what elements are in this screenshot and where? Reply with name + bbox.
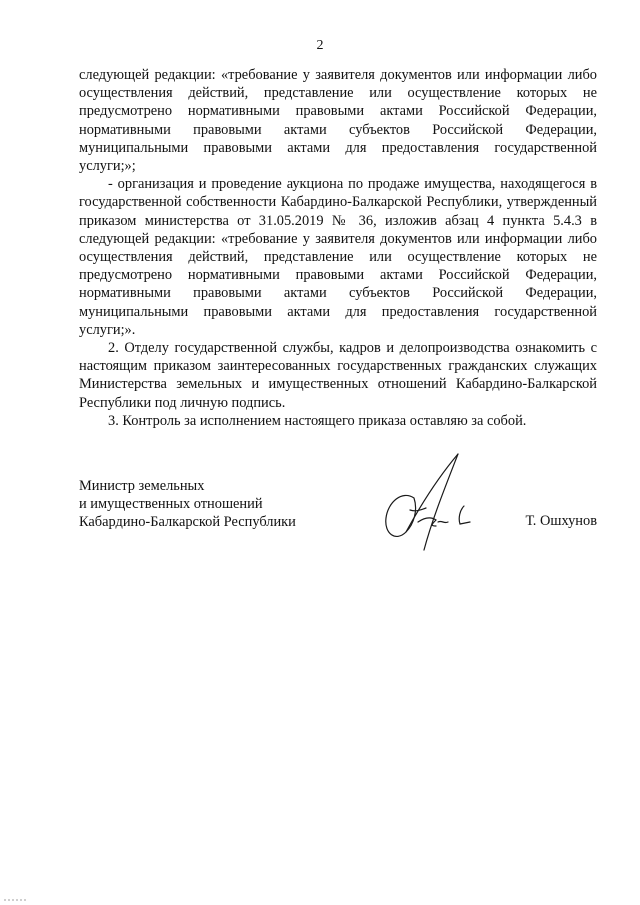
minister-title-line: Кабардино-Балкарской Республики: [79, 514, 296, 531]
minister-name: Т. Ошхунов: [525, 513, 597, 529]
paragraph-auction-item: - организация и проведение аукциона по продаже имущества, находящегося в государственной собственности Кабардино-Балкарской Республики, утвержденный приказом министерства от 31.05.2019 № 36, изложив абзац 4 пункта 5.4.3 в следующей редакции: «требование у заявителя документов или информации либо осуществления действий, представление или осуществление которых не предусмотрено нормативными правовыми актами Российской Федерации, нормативными правовыми актами субъектов Российской Федерации, муниципальными правовыми актами для предоставления государственной услуги;».: [79, 176, 597, 338]
page-number: 2: [316, 38, 324, 53]
minister-title-line: и имущественных отношений: [79, 496, 263, 513]
paragraph-item-2: 2. Отделу государственной службы, кадров и делопроизводства ознакомить с настоящим приказом заинтересованных государственных гражданских служащих Министерства земельных и имущественных отношений Кабардино-Балкарской Республики под личную подпись.: [79, 340, 597, 411]
scan-artifact: [4, 899, 26, 903]
minister-title-line: Министр земельных: [79, 478, 205, 494]
document-body: [79, 66, 597, 430]
signature-block: [79, 470, 597, 580]
handwritten-signature: [374, 450, 494, 560]
minister-title: [79, 477, 296, 532]
paragraph-continuation: следующей редакции: «требование у заявителя документов или информации либо осуществления действий, представление или осуществление которых не предусмотрено нормативными правовыми актами Российской Федерации, нормативными правовыми актами субъектов Российской Федерации, муниципальными правовыми актами для предоставления государственной услуги;»;: [79, 67, 597, 175]
paragraph-item-3: 3. Контроль за исполнением настоящего приказа оставляю за собой.: [108, 412, 527, 429]
